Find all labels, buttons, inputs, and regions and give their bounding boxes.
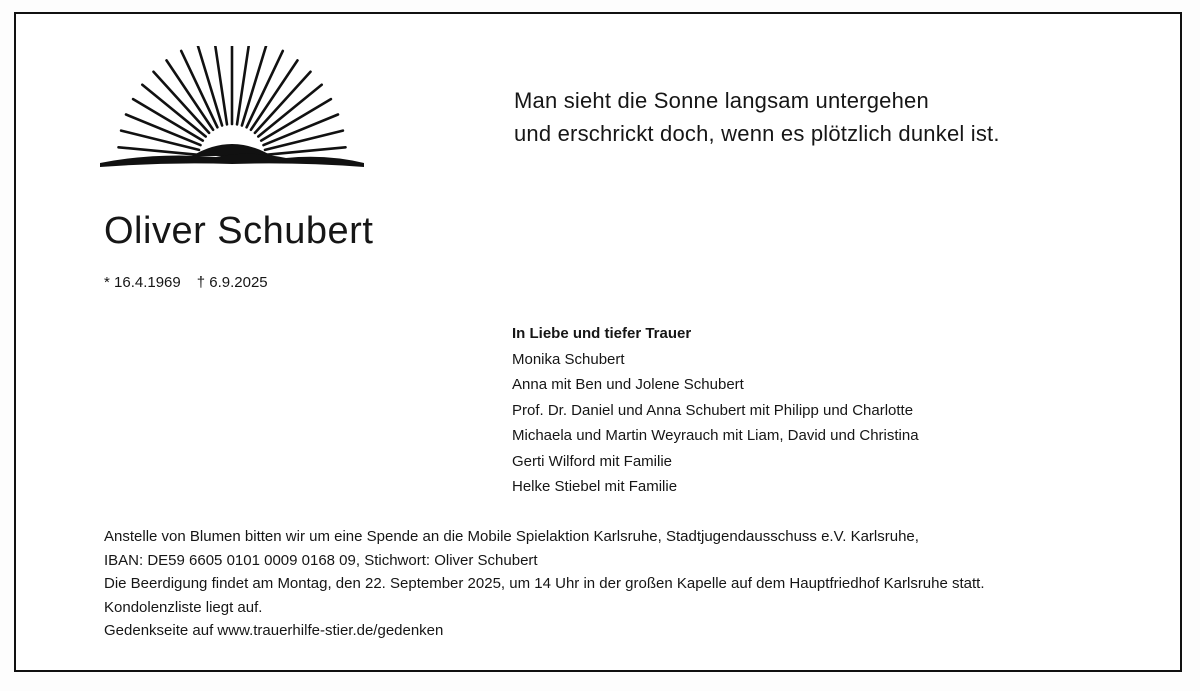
mourners-heading: In Liebe und tiefer Trauer xyxy=(512,325,692,342)
sun-ray xyxy=(266,147,346,155)
mourner-entry: Prof. Dr. Daniel und Anna Schubert mit Philipp und Charlotte xyxy=(512,401,914,419)
mourner-entry: Helke Stiebel mit Familie xyxy=(512,478,678,495)
sun-ray xyxy=(119,147,199,155)
birth-date: * 16.4.1969 xyxy=(104,274,181,291)
memorial-quote xyxy=(514,84,1000,150)
quote-line: und erschrickt doch, wenn es plötzlich dunkel ist. xyxy=(514,121,1000,146)
mourner-entry: Anna mit Ben und Jolene Schubert xyxy=(512,376,744,393)
funeral-notes xyxy=(104,525,985,643)
iban-note: IBAN: DE59 6605 0101 0009 0168 09, Stichwort: Oliver Schubert xyxy=(104,551,538,569)
memorial-page-link[interactable]: Gedenkseite auf www.trauerhilfe-stier.de/gedenken xyxy=(104,622,444,639)
life-dates xyxy=(104,274,268,291)
death-date: † 6.9.2025 xyxy=(196,274,268,291)
deceased-name: Oliver Schubert xyxy=(104,210,374,252)
mourners-list xyxy=(512,321,919,500)
sun-ray xyxy=(237,46,250,124)
sun-ray xyxy=(214,46,227,124)
mourner-entry: Monika Schubert xyxy=(512,350,625,368)
mourner-entry: Gerti Wilford mit Familie xyxy=(512,452,673,470)
donation-note: Anstelle von Blumen bitten wir um eine Spende an die Mobile Spielaktion Karlsruhe, Stadtjugendausschuss e.V. Karlsruhe, xyxy=(104,528,919,545)
mourner-entry: Michaela und Martin Weyrauch mit Liam, David und Christina xyxy=(512,427,919,444)
condolence-note: Kondolenzliste liegt auf. xyxy=(104,598,263,616)
quote-line: Man sieht die Sonne langsam untergehen xyxy=(514,88,929,113)
funeral-info: Die Beerdigung findet am Montag, den 22. September 2025, um 14 Uhr in der großen Kapelle auf dem Hauptfriedhof Karlsruhe statt. xyxy=(104,575,985,592)
sunrise-icon xyxy=(96,46,368,172)
